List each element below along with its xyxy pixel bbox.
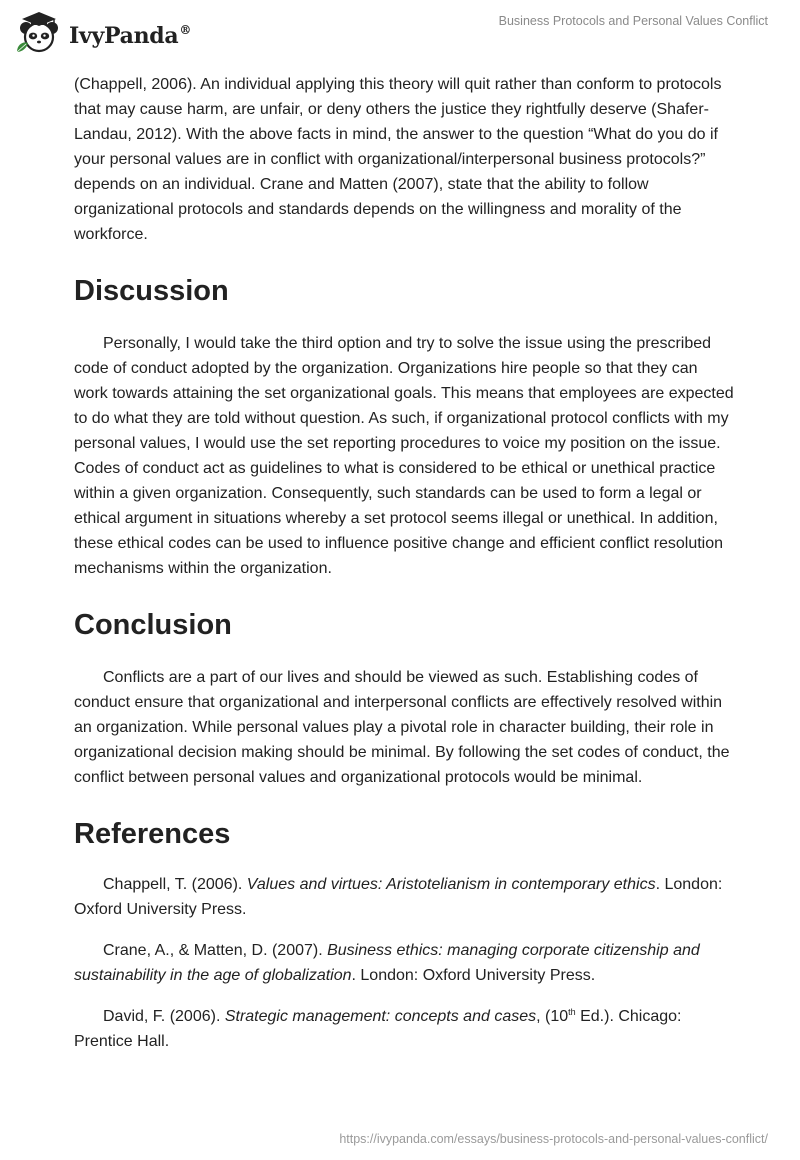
reference-item: Crane, A., & Matten, D. (2007). Business ethics: managing corporate citizenship and sustainability in the age of globalization. London: Oxford University Press. [74, 942, 700, 984]
references-heading: References [74, 818, 231, 850]
essay-content [74, 72, 734, 1070]
intro-paragraph: (Chappell, 2006). An individual applying this theory will quit rather than conform to protocols that may cause harm, are unfair, or deny others the justice they rightfully deserve (Shafer-Landau, 2012). With the above facts in mind, the answer to the question “What do you do if your personal values are in conflict with organizational/interpersonal business protocols?” depends on an individual. Crane and Matten (2007), state that the ability to follow organizational protocols and standards depends on the willingness and morality of the workforce. [74, 76, 722, 243]
discussion-paragraph: Personally, I would take the third option and try to solve the issue using the prescribed code of conduct adopted by the organization. Organizations hire people so that they can work towards attaining the set organizational goals. This means that employees are expected to do what they are told without question. As such, if organizational protocol conflicts with my personal values, I would use the set reporting procedures to voice my position on the issue. Codes of conduct act as guidelines to what is considered to be ethical or unethical practice within a given organization. Consequently, such standards can be used to form a legal or ethical argument in situations whereby a set protocol seems illegal or unethical. In addition, these ethical codes can be used to influence positive change and efficient conflict resolution mechanisms within the organization. [74, 335, 734, 577]
running-title: Business Protocols and Personal Values Conflict [498, 14, 768, 28]
reference-item: David, F. (2006). Strategic management: concepts and cases, (10th Ed.). Chicago: Prentice Hall. [74, 1007, 682, 1050]
brand-name: IvyPanda® [69, 23, 192, 49]
ivypanda-logo[interactable] [14, 8, 194, 56]
conclusion-paragraph: Conflicts are a part of our lives and should be viewed as such. Establishing codes of conduct ensure that organizational and interpersonal conflicts are effectively resolved within an organization. While personal values play a pivotal role in character building, their role in organizational decision making should be minimal. By following the set codes of conduct, the conflict between personal values and organizational protocols would be minimal. [74, 669, 730, 786]
conclusion-heading: Conclusion [74, 609, 232, 641]
panda-graduate-icon [14, 8, 64, 56]
source-url-link[interactable]: https://ivypanda.com/essays/business-protocols-and-personal-values-conflict/ [339, 1132, 768, 1146]
reference-item: Chappell, T. (2006). Values and virtues: Aristotelianism in contemporary ethics. London: Oxford University Press. [74, 876, 723, 918]
discussion-heading: Discussion [74, 275, 229, 307]
page-header [0, 0, 800, 70]
